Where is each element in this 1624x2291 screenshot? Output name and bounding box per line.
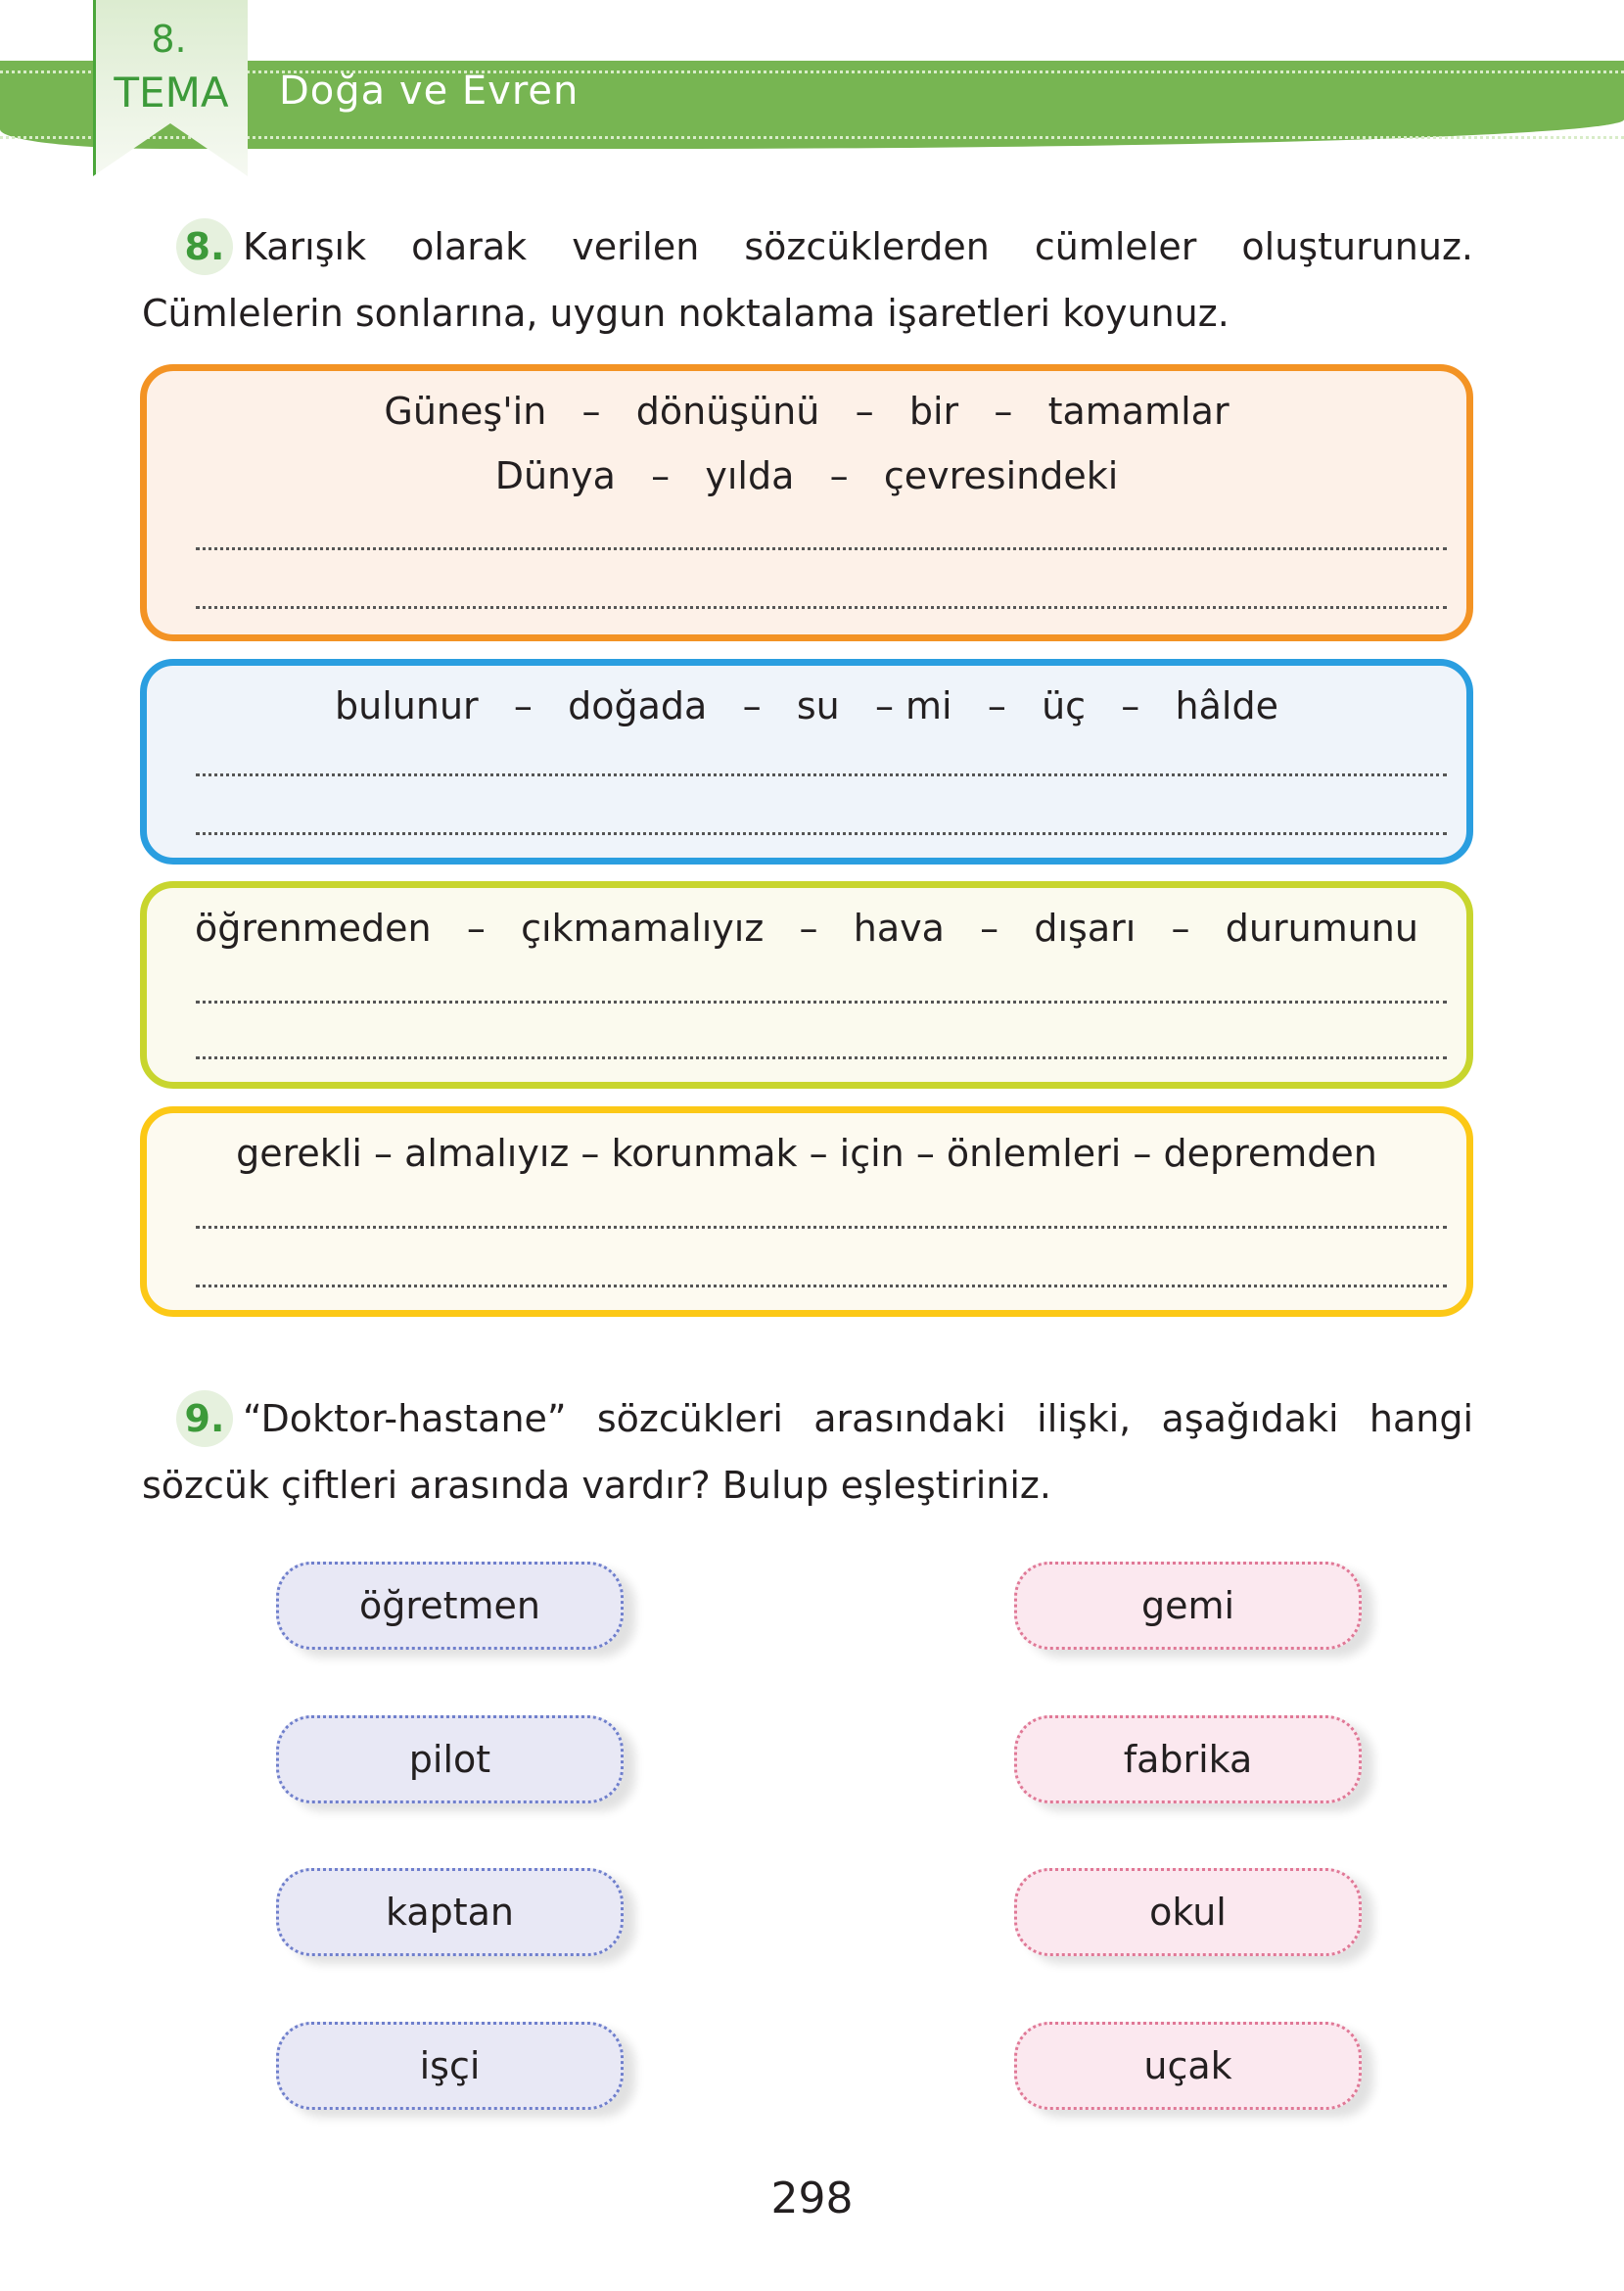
answer-line[interactable] — [196, 1056, 1447, 1059]
match-card-left[interactable]: işçi — [276, 2022, 624, 2110]
answer-line[interactable] — [196, 1226, 1447, 1229]
answer-line[interactable] — [196, 547, 1447, 550]
question-text: Karışık olarak verilen sözcüklerden cümleler oluşturunuz. Cümlelerin sonlarına, uygun noktalama işaretleri koyunuz. — [142, 225, 1473, 335]
page-number: 298 — [770, 2174, 854, 2223]
question-8 — [142, 213, 1473, 347]
match-card-right[interactable]: uçak — [1014, 2022, 1362, 2110]
answer-line[interactable] — [196, 773, 1447, 776]
match-card-right[interactable]: fabrika — [1014, 1715, 1362, 1803]
answer-box[interactable] — [140, 364, 1473, 641]
answer-line[interactable] — [196, 832, 1447, 835]
theme-number: 8. — [151, 18, 187, 61]
answer-line[interactable] — [196, 1001, 1447, 1004]
match-card-left[interactable]: öğretmen — [276, 1562, 624, 1650]
theme-title: Doğa ve Evren — [279, 69, 580, 114]
match-card-left[interactable]: pilot — [276, 1715, 624, 1803]
scrambled-words: gerekli – almalıyız – korunmak – için – önlemleri – depremden — [236, 1132, 1377, 1175]
answer-line[interactable] — [196, 606, 1447, 609]
question-9 — [142, 1385, 1473, 1519]
match-card-right[interactable]: gemi — [1014, 1562, 1362, 1650]
scrambled-words: bulunur – doğada – su – mi – üç – hâlde — [335, 684, 1278, 727]
answer-box[interactable] — [140, 659, 1473, 865]
answer-line[interactable] — [196, 1285, 1447, 1287]
question-number: 9. — [176, 1390, 233, 1447]
answer-box[interactable] — [140, 881, 1473, 1089]
answer-box[interactable] — [140, 1106, 1473, 1317]
match-card-right[interactable]: okul — [1014, 1868, 1362, 1956]
match-card-left[interactable]: kaptan — [276, 1868, 624, 1956]
theme-label: TEMA — [114, 69, 229, 117]
question-number: 8. — [176, 218, 233, 275]
scrambled-words: öğrenmeden – çıkmamalıyız – hava – dışarı – durumunu — [195, 907, 1418, 950]
question-text: “Doktor-hastane” sözcükleri arasındaki ilişki, aşağıdaki hangi sözcük çiftleri arasında vardır? Bulup eşleştiriniz. — [142, 1397, 1473, 1507]
scrambled-words: Güneş'in – dönüşünü – bir – tamamlar — [384, 390, 1230, 433]
scrambled-words: Dünya – yılda – çevresindeki — [494, 454, 1119, 497]
